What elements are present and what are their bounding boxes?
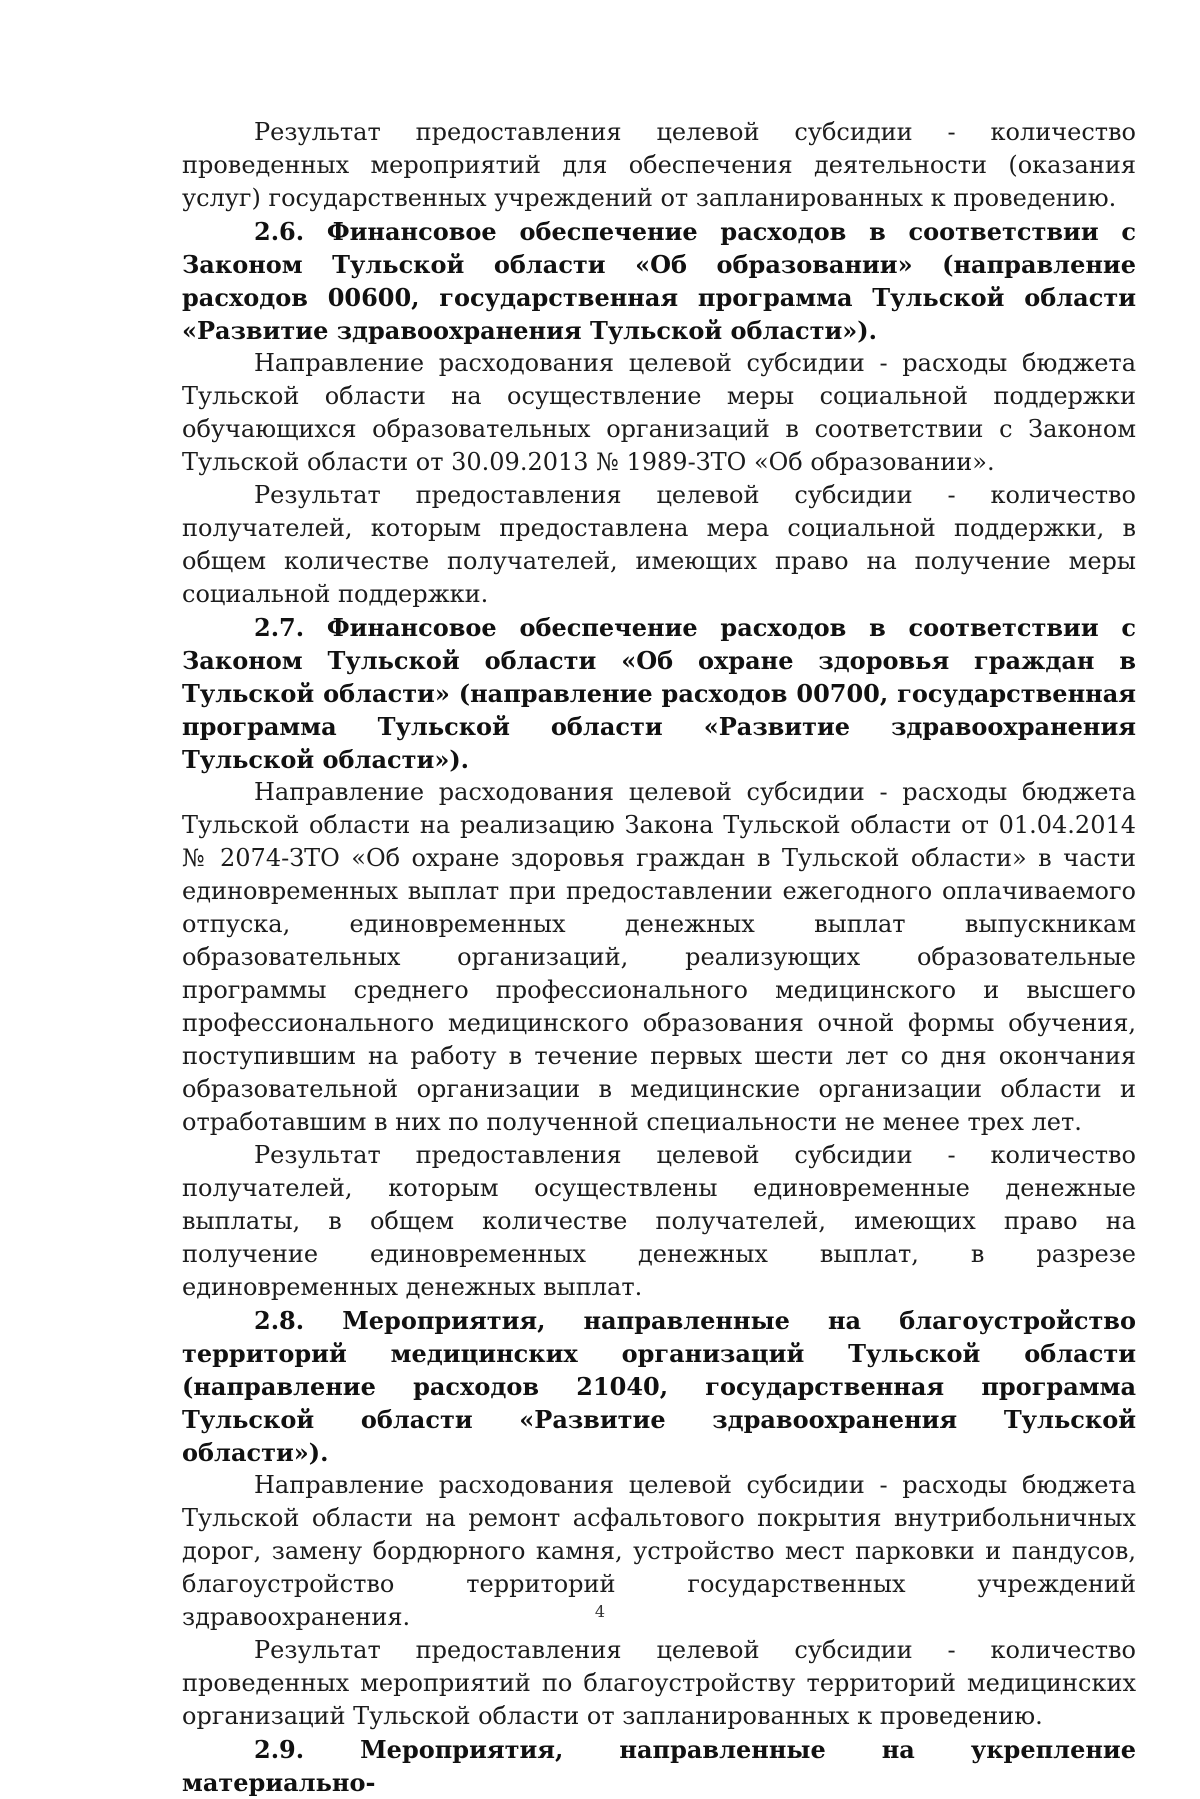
document-body [182, 116, 1136, 1799]
page-number: 4 [594, 1602, 606, 1621]
section-heading-2-7: 2.7. Финансовое обеспечение расходов в соответствии с Законом Тульской области «Об охране здоровья граждан в Тульской области» (направление расходов 00700, государственная программа Тульской области «Развитие здравоохранения Тульской области»). [182, 613, 1136, 774]
paragraph-direction-2-8: Направление расходования целевой субсидии - расходы бюджета Тульской области на ремонт асфальтового покрытия внутрибольничных дорог, замену бордюрного камня, устройство мест парковки и пандусов, благоустройство территорий государственных учреждений здравоохранения. [182, 1471, 1136, 1631]
paragraph-result-2-7: Результат предоставления целевой субсидии - количество получателей, которым осуществлены единовременные денежные выплаты, в общем количестве получателей, имеющих право на получение единовременных денежных выплат, в разрезе единовременных денежных выплат. [182, 1141, 1136, 1301]
paragraph-direction-2-6: Направление расходования целевой субсидии - расходы бюджета Тульской области на осуществление меры социальной поддержки обучающихся образовательных организаций в соответствии с Законом Тульской области от 30.09.2013 № 1989-ЗТО «Об образовании». [182, 349, 1136, 476]
paragraph-result-2-6: Результат предоставления целевой субсидии - количество получателей, которым предоставлена мера социальной поддержки, в общем количестве получателей, имеющих право на получение меры социальной поддержки. [182, 481, 1136, 608]
section-heading-2-6: 2.6. Финансовое обеспечение расходов в соответствии с Законом Тульской области «Об образовании» (направление расходов 00600, государственная программа Тульской области «Развитие здравоохранения Тульской области»). [182, 217, 1136, 345]
paragraph-direction-2-7: Направление расходования целевой субсидии - расходы бюджета Тульской области на реализацию Закона Тульской области от 01.04.2014 № 2074-ЗТО «Об охране здоровья граждан в Тульской области» в части единовременных выплат при предоставлении ежегодного оплачиваемого отпуска, единовременных денежных выплат выпускникам образовательных организаций, реализующих образовательные программы среднего профессионального медицинского и высшего профессионального медицинского образования очной формы обучения, поступившим на работу в течение первых шести лет со дня окончания образовательной организации в медицинские организации области и отработавшим в них по полученной специальности не менее трех лет. [182, 778, 1136, 1136]
paragraph-result-2-5: Результат предоставления целевой субсидии - количество проведенных мероприятий для обеспечения деятельности (оказания услуг) государственных учреждений от запланированных к проведению. [182, 118, 1136, 212]
paragraph-result-2-8: Результат предоставления целевой субсидии - количество проведенных мероприятий по благоустройству территорий медицинских организаций Тульской области от запланированных к проведению. [182, 1636, 1136, 1730]
section-heading-2-8: 2.8. Мероприятия, направленные на благоустройство территорий медицинских организаций Тульской области (направление расходов 21040, государственная программа Тульской области «Развитие здравоохранения Тульской области»). [182, 1306, 1136, 1467]
section-heading-2-9: 2.9. Мероприятия, направленные на укрепление материально- [182, 1735, 1136, 1797]
